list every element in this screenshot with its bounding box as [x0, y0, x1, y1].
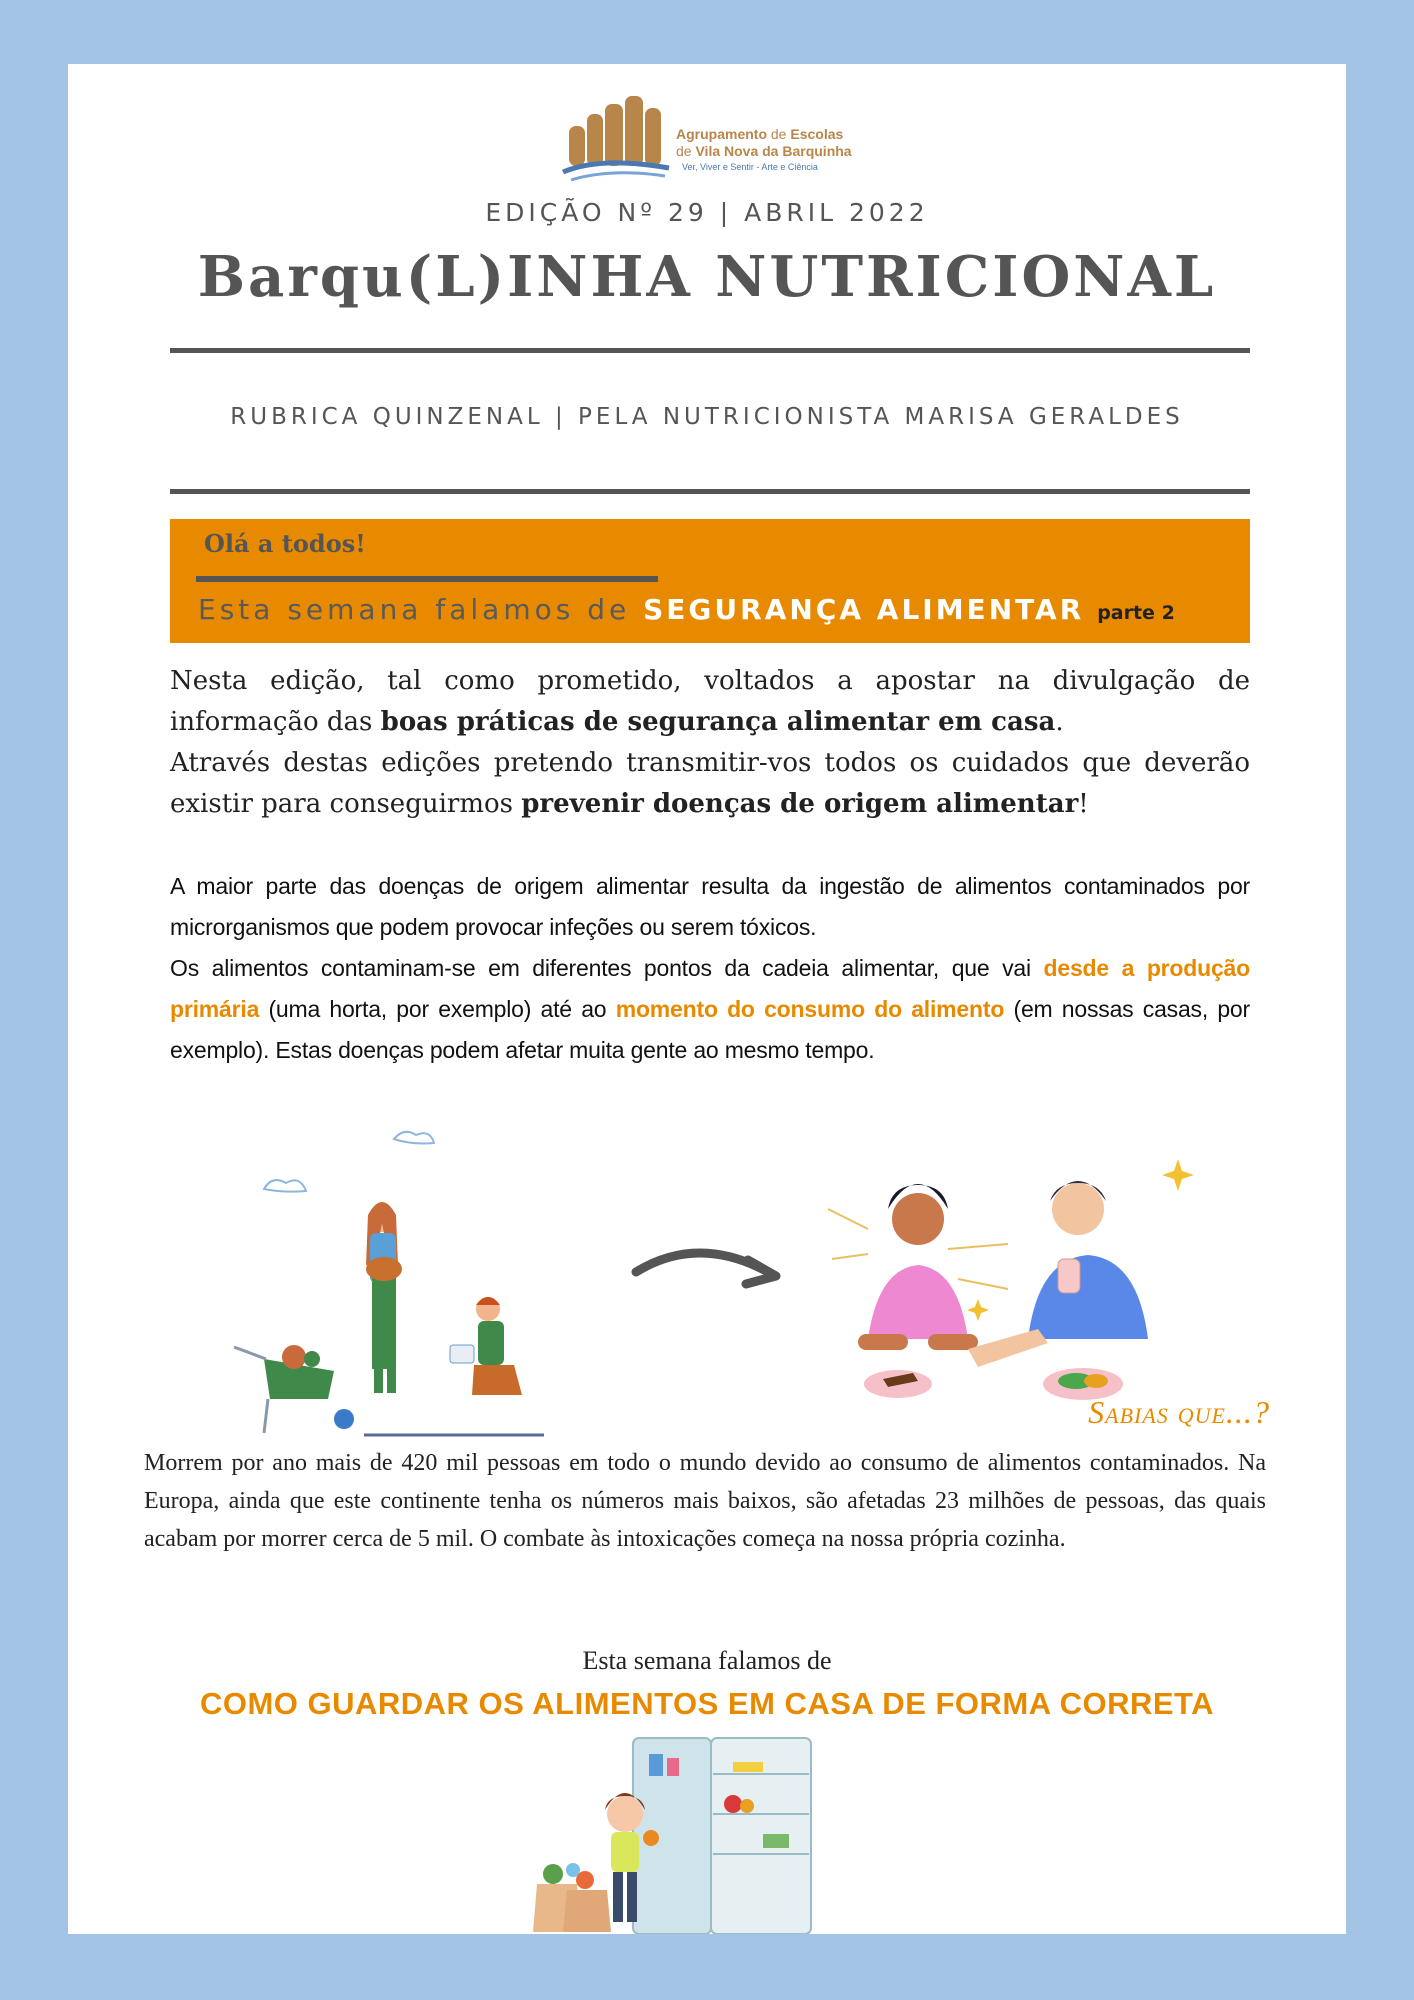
logo-line1c: Escolas: [790, 126, 844, 142]
divider-top: [170, 348, 1250, 353]
child-fridge-illustration: [533, 1734, 853, 1934]
intro-p1-bold: boas práticas de segurança alimentar em casa: [380, 707, 1056, 737]
body-p2-c: (uma horta, por exemplo) até ao: [259, 996, 616, 1022]
logo-line1b: de: [770, 126, 791, 142]
did-you-know-heading: Sabias que...?: [1088, 1394, 1270, 1430]
greeting: Olá a todos!: [204, 529, 366, 558]
curved-arrow-icon: [628, 1224, 788, 1294]
body-paragraph-1: A maior parte das doenças de origem alimentar resulta da ingestão de alimentos contaminados por microrganismos que podem provocar infeções ou serem tóxicos.: [170, 873, 1250, 940]
body-p2-highlight-1: desde a produção primária: [170, 955, 1250, 1022]
logo-line2a: de: [676, 143, 696, 159]
next-topic-title: COMO GUARDAR OS ALIMENTOS EM CASA DE FORMA CORRETA: [199, 1686, 1215, 1721]
intro-p2-c: !: [1078, 789, 1089, 819]
logo-tagline: Ver, Viver e Sentir - Arte e Ciência: [682, 162, 818, 172]
body-text: [170, 866, 1250, 1071]
farming-illustration: [224, 1119, 624, 1439]
rubric-line: RUBRICA QUINZENAL | PELA NUTRICIONISTA MARISA GERALDES: [230, 404, 1184, 430]
school-logo-icon: [561, 86, 671, 186]
logo-line1a: Agrupamento: [676, 126, 771, 142]
logo-line2b: Vila Nova da Barquinha: [695, 143, 852, 159]
logo-text: [676, 126, 852, 174]
did-you-know-paragraph: Morrem por ano mais de 420 mil pessoas em todo o mundo devido ao consumo de alimentos contaminados. Na Europa, ainda que este continente tenha os números mais baixos, são afetadas 23 milhões de pessoas, das quais acabam por morrer cerca de 5 mil. O combate às intoxicações começa na nossa própria cozinha.: [144, 1450, 1266, 1552]
school-logo: [561, 86, 861, 186]
banner-divider: [196, 576, 658, 582]
banner-subtitle: [198, 593, 1175, 626]
page-title: Barqu(L)INHA NUTRICIONAL: [197, 244, 1217, 310]
banner-topic: SEGURANÇA ALIMENTAR: [643, 593, 1085, 626]
body-p2-a: Os alimentos contaminam-se em diferentes pontos da cadeia alimentar, que vai: [170, 955, 1044, 981]
intro-p2-a: Através destas edições pretendo transmitir-vos todos os cuidados que deverão existir para conseguirmos: [170, 748, 1250, 819]
did-you-know-text: [144, 1444, 1266, 1558]
divider-bottom: [170, 489, 1250, 494]
banner-part: parte 2: [1097, 602, 1175, 624]
intro-paragraph-2: [170, 743, 1250, 825]
intro-p1-a: Nesta edição, tal como prometido, voltados a apostar na divulgação de informação das: [170, 666, 1250, 737]
intro-paragraph-1: [170, 661, 1250, 743]
edition-line: EDIÇÃO Nº 29 | ABRIL 2022: [485, 198, 929, 227]
intro-p2-bold: prevenir doenças de origem alimentar: [521, 789, 1079, 819]
body-p2-highlight-2: momento do consumo do alimento: [615, 996, 1005, 1022]
next-topic-intro: Esta semana falamos de: [582, 1646, 832, 1675]
body-paragraph-2: [170, 948, 1250, 1071]
intro-text: [170, 661, 1250, 825]
newsletter-page: [68, 64, 1346, 1934]
banner-intro: Esta semana falamos de: [198, 593, 644, 626]
body-p2-e: (em nossas casas, por exemplo). Estas doenças podem afetar muita gente ao mesmo tempo.: [170, 996, 1250, 1063]
topic-banner: [170, 519, 1250, 643]
intro-p1-c: .: [1055, 707, 1064, 737]
